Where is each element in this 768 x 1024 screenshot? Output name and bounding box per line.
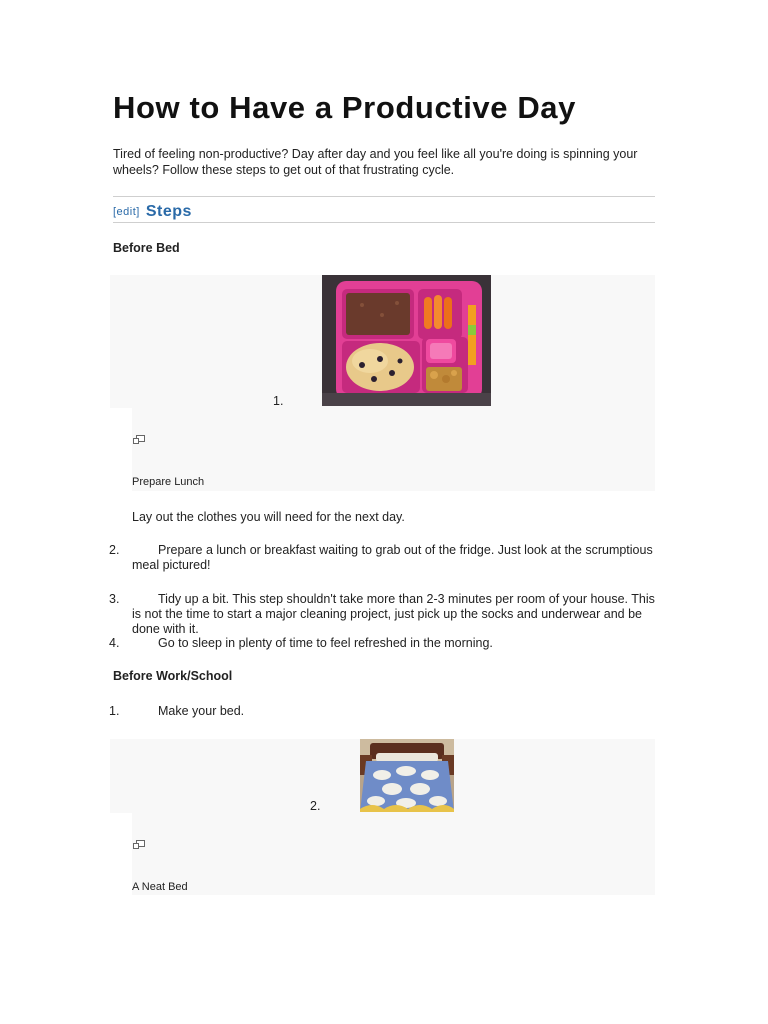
before-work-heading: Before Work/School: [113, 669, 233, 683]
figure-margin: [110, 813, 132, 895]
bed-photo[interactable]: [360, 739, 454, 812]
figure-caption: Prepare Lunch: [132, 476, 205, 488]
list-number: 3.: [109, 592, 120, 606]
intro-paragraph: Tired of feeling non-productive? Day after day and you feel like all you're doing is spinning your wheels? Follow these steps to get out of that frustrating cycle.: [113, 147, 638, 177]
page-title: How to Have a Productive Day: [113, 90, 576, 125]
enlarge-icon[interactable]: [133, 435, 145, 444]
list-number: 2.: [109, 543, 120, 557]
divider: [113, 196, 655, 197]
figure-caption-area: [132, 813, 655, 895]
list-item: Prepare a lunch or breakfast waiting to grab out of the fridge. Just look at the scrumptious meal pictured!: [132, 543, 653, 572]
enlarge-icon[interactable]: [133, 840, 145, 849]
figure-margin: [110, 408, 132, 491]
step-text: Lay out the clothes you will need for the next day.: [132, 510, 405, 524]
figure-number: 2.: [310, 799, 321, 813]
figure-number: 1.: [273, 394, 284, 408]
list-number: 1.: [109, 704, 120, 718]
edit-link[interactable]: [edit]: [113, 206, 140, 218]
steps-heading: Steps: [145, 203, 192, 220]
list-item: Tidy up a bit. This step shouldn't take more than 2-3 minutes per room of your house. This is not the time to start a major cleaning project, just pick up the socks and underwear and be done with it.: [132, 592, 655, 636]
before-bed-heading: Before Bed: [113, 241, 180, 255]
figure-caption-area: [132, 408, 655, 491]
divider: [113, 222, 655, 223]
lunchbox-photo[interactable]: [322, 275, 491, 406]
list-item: Make your bed.: [158, 704, 245, 718]
figure-caption: A Neat Bed: [132, 881, 188, 893]
list-number: 4.: [109, 636, 120, 650]
steps-section-header: [113, 203, 192, 221]
list-item: Go to sleep in plenty of time to feel refreshed in the morning.: [158, 636, 493, 650]
